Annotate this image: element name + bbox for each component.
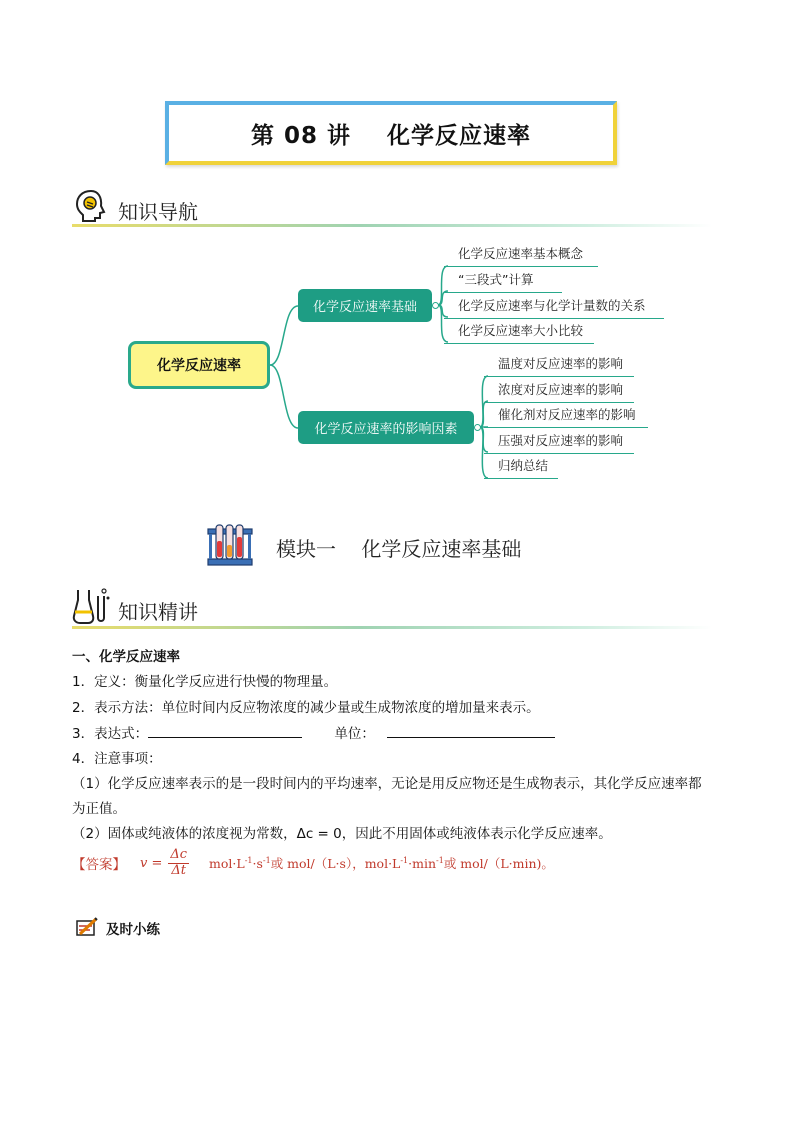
unit-sup-a: -1 bbox=[244, 855, 253, 865]
unit-sup-c: -1 bbox=[400, 855, 409, 865]
module-title: 模块一 化学反应速率基础 bbox=[276, 537, 522, 561]
expression-label: 3．表达式： bbox=[72, 726, 149, 742]
unit-part-d: ·min bbox=[408, 856, 437, 871]
lecture-section-underline bbox=[72, 626, 712, 629]
content-note-1a: （1）化学反应速率表示的是一段时间内的平均速率，无论是用反应物还是生成物表示，其化学反应速率都 bbox=[72, 776, 702, 792]
answer-formula bbox=[140, 848, 189, 879]
formula-v: v = bbox=[140, 855, 163, 871]
mindmap-leaf-pressure: 压强对反应速率的影响 bbox=[484, 431, 634, 454]
connector-root-branch1 bbox=[270, 306, 298, 365]
content-note-2: （2）固体或纯液体的浓度视为常数，Δc = 0，因此不用固体或纯液体表示化学反应速率。 bbox=[72, 826, 612, 842]
mindmap-branch-factors-knob bbox=[474, 424, 481, 431]
mindmap-branch-factors: 化学反应速率的影响因素 bbox=[298, 411, 474, 444]
lab-flask-icon bbox=[72, 586, 112, 626]
lecture-section-title: 知识精讲 bbox=[118, 600, 198, 624]
test-tube-rack-icon bbox=[205, 519, 255, 569]
formula-denominator: Δt bbox=[171, 862, 187, 878]
mindmap-leaf-basic-concept: 化学反应速率基本概念 bbox=[444, 244, 598, 267]
lecture-section-header bbox=[72, 586, 712, 630]
mindmap-root-node: 化学反应速率 bbox=[128, 341, 270, 389]
formula-numerator: Δc bbox=[170, 846, 188, 862]
mindmap-leaf-temperature: 温度对反应速率的影响 bbox=[484, 354, 634, 377]
mindmap-leaf-summary: 归纳总结 bbox=[484, 456, 558, 479]
content-heading: 一、化学反应速率 bbox=[72, 649, 180, 665]
mindmap-leaf-stoichiometry: 化学反应速率与化学计量数的关系 bbox=[444, 296, 664, 319]
answer-row bbox=[72, 843, 554, 883]
unit-blank bbox=[387, 723, 555, 738]
mindmap-branch-basics: 化学反应速率基础 bbox=[298, 289, 432, 322]
practice-title: 及时小练 bbox=[106, 922, 160, 938]
unit-part-a: mol·L bbox=[209, 856, 245, 871]
expression-blank bbox=[148, 723, 302, 738]
mindmap-leaf-concentration: 浓度对反应速率的影响 bbox=[484, 380, 634, 403]
mindmap-leaf-compare-rate: 化学反应速率大小比较 bbox=[444, 321, 594, 344]
unit-part-b: ·s bbox=[252, 856, 263, 871]
nav-section-title: 知识导航 bbox=[118, 200, 198, 224]
unit-label: 单位： bbox=[334, 726, 375, 742]
content-item-representation: 2．表示方法：单位时间内反应物浓度的减少量或生成物浓度的增加量来表示。 bbox=[72, 700, 540, 716]
unit-part-c: 或 mol/（L·s），mol·L bbox=[270, 856, 401, 871]
content-item-definition: 1．定义：衡量化学反应进行快慢的物理量。 bbox=[72, 674, 338, 690]
content-note-1b: 为正值。 bbox=[72, 801, 126, 817]
connector-root-branch2 bbox=[270, 365, 298, 428]
unit-sup-d: -1 bbox=[436, 855, 444, 865]
mindmap-leaf-three-step-calc: “三段式”计算 bbox=[444, 270, 562, 293]
mindmap-branch-basics-knob bbox=[432, 302, 439, 309]
pencil-notebook-icon bbox=[76, 917, 98, 937]
answer-label: 【答案】 bbox=[72, 857, 126, 873]
content-item-notes: 4．注意事项： bbox=[72, 751, 162, 767]
unit-part-e: 或 mol/（L·min)。 bbox=[443, 856, 554, 871]
content-item-expression bbox=[72, 722, 555, 742]
mindmap-leaf-catalyst: 催化剂对反应速率的影响 bbox=[484, 405, 648, 428]
page-title: 第 08 讲 化学反应速率 bbox=[250, 122, 532, 149]
unit-sup-b: -1 bbox=[262, 855, 271, 865]
answer-units bbox=[209, 854, 554, 872]
formula-fraction bbox=[168, 848, 189, 879]
